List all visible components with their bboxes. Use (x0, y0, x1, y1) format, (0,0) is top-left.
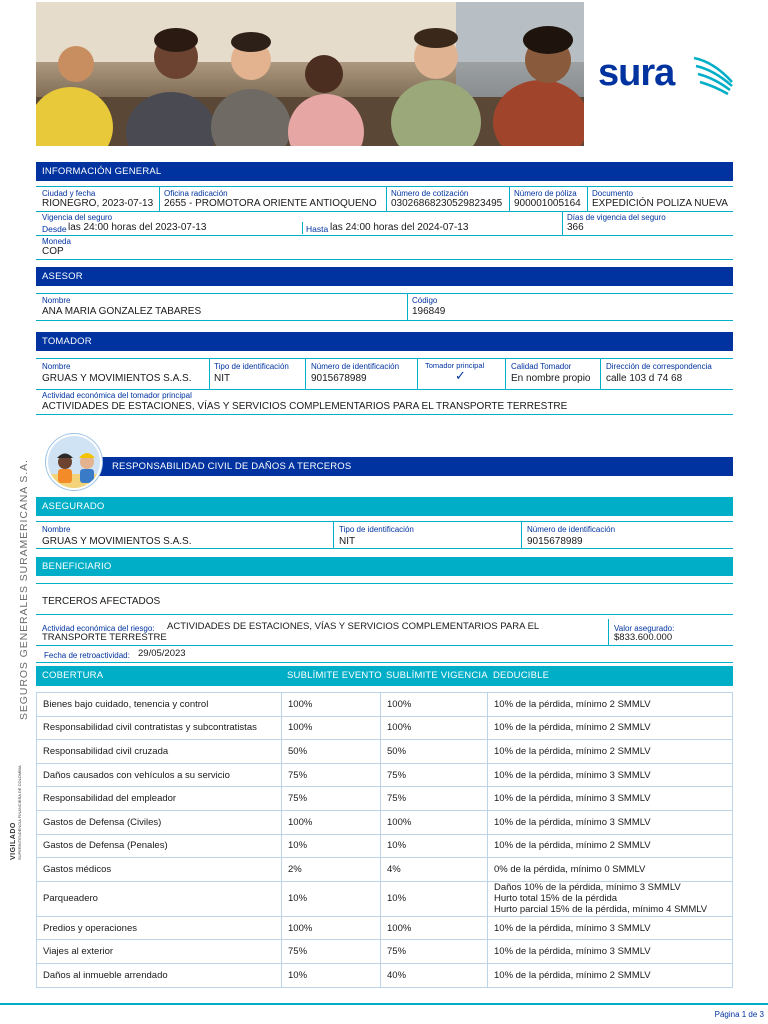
term-limit-cell: 75% (381, 763, 488, 787)
holder-quality-label: Calidad Tomador (511, 362, 572, 371)
divider (36, 662, 733, 663)
divider (36, 548, 733, 549)
deductible-cell: 10% de la pérdida, mínimo 2 SMMLV (488, 963, 733, 987)
days-value: 366 (567, 222, 584, 233)
event-limit-cell: 10% (282, 963, 381, 987)
divider (608, 619, 609, 645)
coverage-table (36, 692, 733, 988)
term-limit-cell: 100% (381, 693, 488, 717)
currency-label: Moneda (42, 237, 71, 246)
event-limit-cell: 75% (282, 763, 381, 787)
divider (386, 187, 387, 211)
vigilado-subtext: SUPERINTENDENCIA FINANCIERA DE COLOMBIA (17, 765, 22, 860)
divider (36, 521, 733, 522)
table-row (37, 916, 733, 940)
holder-id-number-value: 9015678989 (311, 373, 367, 384)
insured-id-type-label: Tipo de identificación (339, 525, 414, 534)
divider (36, 235, 733, 236)
event-limit-cell: 100% (282, 810, 381, 834)
city-date-value: RIONEGRO, 2023-07-13 (42, 198, 154, 209)
coverage-name-cell: Responsabilidad del empleador (37, 787, 282, 811)
holder-id-number-label: Número de identificación (311, 362, 400, 371)
term-limit-cell: 4% (381, 858, 488, 882)
coverage-name-cell: Parqueadero (37, 881, 282, 916)
coverage-name-cell: Gastos médicos (37, 858, 282, 882)
main-holder-label: Tomador principal (425, 361, 485, 370)
event-limit-col-header: SUBLÍMITE EVENTO (287, 670, 382, 681)
rc-header: RESPONSABILIDAD CIVIL DE DAÑOS A TERCEROS (96, 457, 733, 476)
event-limit-cell: 100% (282, 916, 381, 940)
document-value: EXPEDICIÓN POLIZA NUEVA (592, 198, 728, 209)
holder-activity-value: ACTIVIDADES DE ESTACIONES, VÍAS Y SERVICIOS COMPLEMENTARIOS PARA EL TRANSPORTE TERRESTRE (42, 401, 568, 412)
from-value: las 24:00 horas del 2023-07-13 (68, 222, 207, 233)
divider (36, 358, 733, 359)
retro-label: Fecha de retroactividad: (44, 651, 130, 660)
divider (509, 187, 510, 211)
divider (36, 645, 733, 646)
term-limit-cell: 10% (381, 834, 488, 858)
divider (587, 187, 588, 211)
event-limit-cell: 10% (282, 834, 381, 858)
page-number: Página 1 de 3 (714, 1010, 764, 1019)
divider (36, 320, 733, 321)
deductible-cell: 0% de la pérdida, mínimo 0 SMMLV (488, 858, 733, 882)
days-label: Días de vigencia del seguro (567, 213, 666, 222)
coverage-name-cell: Daños al inmueble arrendado (37, 963, 282, 987)
deductible-cell: 10% de la pérdida, mínimo 3 SMMLV (488, 940, 733, 964)
risk-activity-line1: ACTIVIDADES DE ESTACIONES, VÍAS Y SERVICIOS COMPLEMENTARIOS PARA EL (167, 621, 540, 632)
divider (36, 414, 733, 415)
holder-id-type-value: NIT (214, 373, 231, 384)
policy-label: Número de póliza (514, 189, 577, 198)
table-row (37, 834, 733, 858)
divider (521, 522, 522, 548)
table-row (37, 716, 733, 740)
divider (36, 211, 733, 212)
from-label: Desde (42, 224, 67, 234)
general-info-header: INFORMACIÓN GENERAL (36, 162, 733, 181)
table-row (37, 858, 733, 882)
term-limit-cell: 10% (381, 881, 488, 916)
deductible-col-header: DEDUCIBLE (493, 670, 550, 681)
insured-value-amount: $833.600.000 (614, 632, 673, 643)
table-row (37, 693, 733, 717)
term-limit-cell: 50% (381, 740, 488, 764)
risk-activity-label: Actividad económica del riesgo: (42, 624, 155, 633)
divider (209, 359, 210, 389)
risk-activity-line2: TRANSPORTE TERRESTRE (42, 632, 167, 643)
deductible-cell: 10% de la pérdida, mínimo 3 SMMLV (488, 916, 733, 940)
coverage-name-cell: Responsabilidad civil contratistas y subcontratistas (37, 716, 282, 740)
header-photo (36, 2, 584, 146)
people-illustration (36, 2, 584, 146)
coverage-name-cell: Predios y operaciones (37, 916, 282, 940)
document-label: Documento (592, 189, 633, 198)
holder-address-value: calle 103 d 74 68 (606, 373, 683, 384)
event-limit-cell: 100% (282, 693, 381, 717)
insured-id-type-value: NIT (339, 536, 356, 547)
advisor-header: ASESOR (36, 267, 733, 286)
validity-label: Vigencia del seguro (42, 213, 113, 222)
term-limit-cell: 100% (381, 810, 488, 834)
workers-icon (46, 434, 102, 490)
footer-divider (0, 1003, 768, 1005)
coverage-header-row (36, 666, 733, 686)
retro-value: 29/05/2023 (138, 648, 186, 659)
holder-name-value: GRUAS Y MOVIMIENTOS S.A.S. (42, 373, 192, 384)
insured-id-number-value: 9015678989 (527, 536, 583, 547)
insured-name-value: GRUAS Y MOVIMIENTOS S.A.S. (42, 536, 192, 547)
divider (562, 212, 563, 235)
insured-name-label: Nombre (42, 525, 71, 534)
table-row (37, 963, 733, 987)
insured-header: ASEGURADO (36, 497, 733, 516)
currency-value: COP (42, 246, 64, 257)
insured-value-label: Valor asegurado: (614, 624, 675, 633)
table-row (37, 763, 733, 787)
divider (36, 186, 733, 187)
insured-id-number-label: Número de identificación (527, 525, 616, 534)
beneficiary-value: TERCEROS AFECTADOS (42, 596, 161, 607)
city-date-label: Ciudad y fecha (42, 189, 96, 198)
term-limit-cell: 75% (381, 940, 488, 964)
advisor-code-value: 196849 (412, 306, 446, 317)
deductible-cell: 10% de la pérdida, mínimo 2 SMMLV (488, 716, 733, 740)
deductible-cell: 10% de la pérdida, mínimo 2 SMMLV (488, 693, 733, 717)
coverage-col-header: COBERTURA (42, 670, 104, 681)
advisor-name-label: Nombre (42, 296, 71, 305)
holder-address-label: Dirección de correspondencia (606, 362, 712, 371)
policy-value: 900001005164 (514, 198, 581, 209)
term-limit-cell: 100% (381, 916, 488, 940)
deductible-cell: 10% de la pérdida, mínimo 3 SMMLV (488, 763, 733, 787)
term-limit-cell: 75% (381, 787, 488, 811)
to-value: las 24:00 horas del 2024-07-13 (330, 222, 469, 233)
term-limit-col-header: SUBLÍMITE VIGENCIA (386, 670, 488, 681)
holder-activity-label: Actividad económica del tomador principal (42, 391, 192, 400)
divider (302, 222, 303, 234)
event-limit-cell: 10% (282, 881, 381, 916)
divider (407, 294, 408, 320)
holder-header: TOMADOR (36, 332, 733, 351)
divider (36, 389, 733, 390)
deductible-cell: 10% de la pérdida, mínimo 2 SMMLV (488, 740, 733, 764)
divider (36, 583, 733, 584)
advisor-name-value: ANA MARIA GONZALEZ TABARES (42, 306, 202, 317)
office-value: 2655 - PROMOTORA ORIENTE ANTIOQUENO (164, 198, 377, 209)
event-limit-cell: 50% (282, 740, 381, 764)
divider (36, 293, 733, 294)
check-icon: ✓ (455, 368, 466, 383)
term-limit-cell: 100% (381, 716, 488, 740)
beneficiary-header: BENEFICIARIO (36, 557, 733, 576)
logo-text: sura (598, 52, 675, 94)
advisor-code-label: Código (412, 296, 438, 305)
table-row (37, 881, 733, 916)
table-row (37, 787, 733, 811)
sura-logo (598, 52, 738, 102)
term-limit-cell: 40% (381, 963, 488, 987)
divider (36, 614, 733, 615)
coverage-name-cell: Bienes bajo cuidado, tenencia y control (37, 693, 282, 717)
event-limit-cell: 100% (282, 716, 381, 740)
coverage-name-cell: Responsabilidad civil cruzada (37, 740, 282, 764)
divider (417, 359, 418, 389)
coverage-name-cell: Viajes al exterior (37, 940, 282, 964)
logo-wings-icon (692, 52, 734, 100)
divider (305, 359, 306, 389)
table-row (37, 740, 733, 764)
table-row (37, 810, 733, 834)
divider (333, 522, 334, 548)
office-label: Oficina radicación (164, 189, 228, 198)
divider (505, 359, 506, 389)
table-row (37, 940, 733, 964)
event-limit-cell: 2% (282, 858, 381, 882)
divider (36, 259, 733, 260)
event-limit-cell: 75% (282, 940, 381, 964)
holder-id-type-label: Tipo de identificación (214, 362, 289, 371)
coverage-name-cell: Gastos de Defensa (Civiles) (37, 810, 282, 834)
holder-name-label: Nombre (42, 362, 71, 371)
vigilado-stamp: VIGILADO (10, 822, 17, 860)
event-limit-cell: 75% (282, 787, 381, 811)
deductible-cell: 10% de la pérdida, mínimo 3 SMMLV (488, 787, 733, 811)
deductible-cell: Daños 10% de la pérdida, mínimo 3 SMMLV Hurto total 15% de la pérdida Hurto parcial 15% de la pérdida, mínimo 4 SMMLV (488, 881, 733, 916)
divider (159, 187, 160, 211)
company-side-text: SEGUROS GENERALES SURAMERICANA S.A. (18, 459, 30, 720)
holder-quality-value: En nombre propio (511, 373, 591, 384)
deductible-cell: 10% de la pérdida, mínimo 3 SMMLV (488, 810, 733, 834)
coverage-name-cell: Daños causados con vehículos a su servicio (37, 763, 282, 787)
deductible-cell: 10% de la pérdida, mínimo 2 SMMLV (488, 834, 733, 858)
quote-label: Número de cotización (391, 189, 469, 198)
to-label: Hasta (306, 224, 329, 234)
divider (600, 359, 601, 389)
coverage-name-cell: Gastos de Defensa (Penales) (37, 834, 282, 858)
quote-value: 03026868230529823495 (391, 198, 503, 209)
